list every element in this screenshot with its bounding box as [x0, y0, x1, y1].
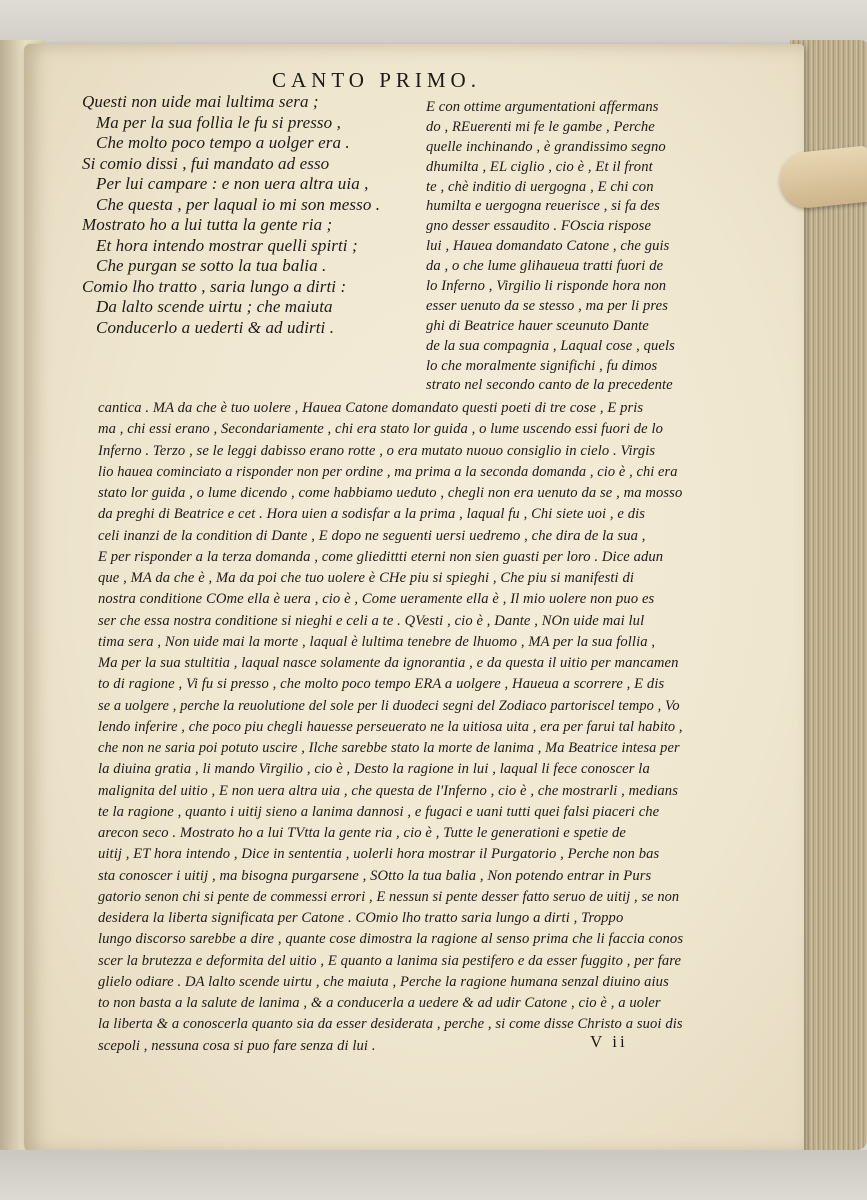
verse-line: Conducerlo a uederti & ad udirti . [96, 317, 335, 337]
verse-line: Che purgan se sotto la tua balia . [96, 256, 327, 275]
verse-line: Comio lho tratto , saria lungo a dirti : [82, 276, 347, 296]
commentary-full-width [98, 398, 683, 1057]
verse-line: Che molto poco tempo a uolger era . [96, 133, 350, 152]
commentary-line: Inferno . Terzo , se le leggi dabisso erano rotte , o era mutato nuouo consiglio in cielo . Virgis [98, 442, 656, 459]
commentary-line: arecon seco . Mostrato ho a lui TVtta la gente ria , cio è , Tutte le generationi e spetie de [98, 825, 626, 841]
commentary-line: te la ragione , quanto i uitij sieno a lanima dannosi , e fugaci e uani tutti quei falsi piaceri che [98, 803, 660, 820]
commentary-line: to di ragione , Vi fu si presso , che molto poco tempo ERA a uolgere , Haueua a scorrere , E dis [98, 676, 665, 693]
commentary-line: nostra conditione COme ella è uera , cio è , Come ueramente ella è , Il mio uolere non puo es [98, 591, 655, 608]
verse-line: Questi non uide mai lultima sera ; [82, 92, 319, 111]
verse-line: Per lui campare : e non uera altra uia , [96, 174, 369, 193]
commentary-line: uitij , ET hora intendo , Dice in sententia , uolerli hora mostrar il Purgatorio , Perche non bas [98, 846, 660, 863]
commentary-line: la diuina gratia , li mando Virgilio , cio è , Desto la ragione in lui , laqual li fece conoscer la [98, 761, 650, 778]
commentary-line: to non basta a la salute de lanima , & a conducerla a uedere & ad udir Catone , cio è , a uoler [98, 995, 661, 1011]
signature-mark: V ii [590, 1032, 628, 1051]
verse-line: Si comio dissi , fui mandato ad esso [82, 153, 330, 173]
commentary-line: que , MA da che è , Ma da poi che tuo uolere è CHe piu si spieghi , Che piu si manifesti di [98, 570, 635, 586]
commentary-line: lio hauea cominciato a risponder non per ordine , ma prima a la seconda domanda , cio è , chi era [98, 463, 678, 480]
commentary-line: lo Inferno , Virgilio li risponde hora non [426, 278, 667, 295]
commentary-line: tima sera , Non uide mai la morte , laqual è lultima tenebre de lhuomo , MA per la sua follia , [98, 633, 656, 650]
running-head: CANTO PRIMO. [272, 68, 481, 92]
commentary-line: cantica . MA da che è tuo uolere , Hauea Catone domandato questi poeti di tre cose , E pris [98, 400, 644, 416]
commentary-line: sta conoscer i uitij , ma bisogna purgarsene , SOtto la tua balia , Non potendo entrar in Purs [98, 867, 652, 884]
commentary-line: Ma per la sua stultitia , laqual nasce solamente da ignorantia , e da questa il uitio per mancamen [98, 655, 679, 671]
commentary-right-column [426, 98, 681, 396]
verse-line: Mostrato ho a lui tutta la gente ria ; [82, 215, 333, 234]
verse-line: Et hora intendo mostrar quelli spirti ; [96, 235, 358, 255]
commentary-line: la liberta & a conoscerla quanto sia da esser desiderata , perche , si come disse Christo a suoi dis [98, 1016, 683, 1033]
verse-line: Da lalto scende uirtu ; che maiuta [96, 297, 333, 316]
commentary-line: E con ottime argumentationi affermans [426, 99, 659, 115]
commentary-line: malignita del uitio , E non uera altra uia , che questa de l'Inferno , cio è , che mostrarli , medians [98, 782, 678, 799]
commentary-line: gatorio senon chi si pente de commessi errori , E nessun si pente desser fatto seruo de uitij , se non [98, 888, 680, 905]
commentary-line: scepoli , nessuna cosa si puo fare senza di lui . [98, 1037, 376, 1054]
commentary-line: ser che essa nostra conditione si nieghi e celi a te . QVesti , cio è , Dante , NOn uide mai lul [98, 612, 645, 629]
commentary-line: quelle inchinando , è grandissimo segno [426, 138, 666, 155]
commentary-line: ghi di Beatrice hauer sceunuto Dante [426, 317, 649, 334]
commentary-line: da preghi di Beatrice e cet . Hora uien a sodisfar a la prima , laqual fu , Chi siete uoi , e dis [98, 506, 646, 523]
commentary-line: scer la brutezza e deformita del uitio , E quanto a lanima sia pestifero e da esser fuggito , per fare [98, 952, 682, 969]
commentary-line: glielo odiare . DA lalto scende uirtu , che maiuta , Perche la ragione humana senzal diuino aius [98, 973, 669, 990]
commentary-line: lo che moralmente significhi , fu dimos [426, 357, 658, 374]
commentary-line: de la sua compagnia , Laqual cose , quels [426, 337, 675, 354]
commentary-line: da , o che lume glihaueua tratti fuori de [426, 258, 664, 275]
commentary-line: strato nel secondo canto de la precedente [426, 377, 673, 394]
commentary-line: gno desser essaudito . FOscia rispose [426, 218, 652, 235]
commentary-line: desidera la liberta significata per Catone . COmio lho tratto saria lungo a dirti , Troppo [98, 910, 624, 926]
commentary-line: se a uolgere , perche la reuolutione del sole per li duodeci segni del Zodiaco partoriscel tempo , Vo [98, 697, 680, 714]
commentary-line: esser uenuto da se stesso , ma per li pres [426, 297, 669, 314]
commentary-line: lendo inferire , che poco piu chegli hauesse perseuerato ne la uitiosa uita , era per farui tal habito , [98, 718, 683, 735]
verse-line: Ma per la sua follia le fu si presso , [96, 112, 341, 132]
commentary-line: che non ne saria poi potuto uscire , Ilche sarebbe stato la morte de lanima , Ma Beatrice intesa per [98, 740, 680, 756]
verse-line: Che questa , per laqual io mi son messo . [96, 194, 381, 214]
photo-backdrop-bottom [0, 1150, 867, 1200]
commentary-line: te , chè inditio di uergogna , E chi con [426, 178, 654, 195]
commentary-line: ma , chi essi erano , Secondariamente , chi era stato lor guida , o lume uscendo essi fuori de lo [98, 421, 664, 438]
commentary-line: stato lor guida , o lume dicendo , come habbiamo ueduto , chegli non era uenuto da se , ma mosso [98, 485, 683, 501]
commentary-line: humilta e uergogna reuerisce , si fa des [426, 198, 660, 215]
commentary-line: do , REuerenti mi fe le gambe , Perche [426, 118, 655, 135]
commentary-line: celi inanzi de la condition di Dante , E dopo ne seguenti uersi uedremo , che dira de la sua , [98, 527, 646, 544]
commentary-line: E per risponder a la terza domanda , come gliedittti eterni non sien guasti per loro . Dice adun [98, 548, 664, 565]
commentary-line: dhumilta , EL ciglio , cio è , Et il front [426, 158, 653, 175]
commentary-line: lungo discorso sarebbe a dire , quante cose dimostra la ragione al senso prima che li faccia conos [98, 931, 684, 948]
verse-block [82, 92, 412, 338]
commentary-line: lui , Hauea domandato Catone , che guis [426, 238, 670, 255]
